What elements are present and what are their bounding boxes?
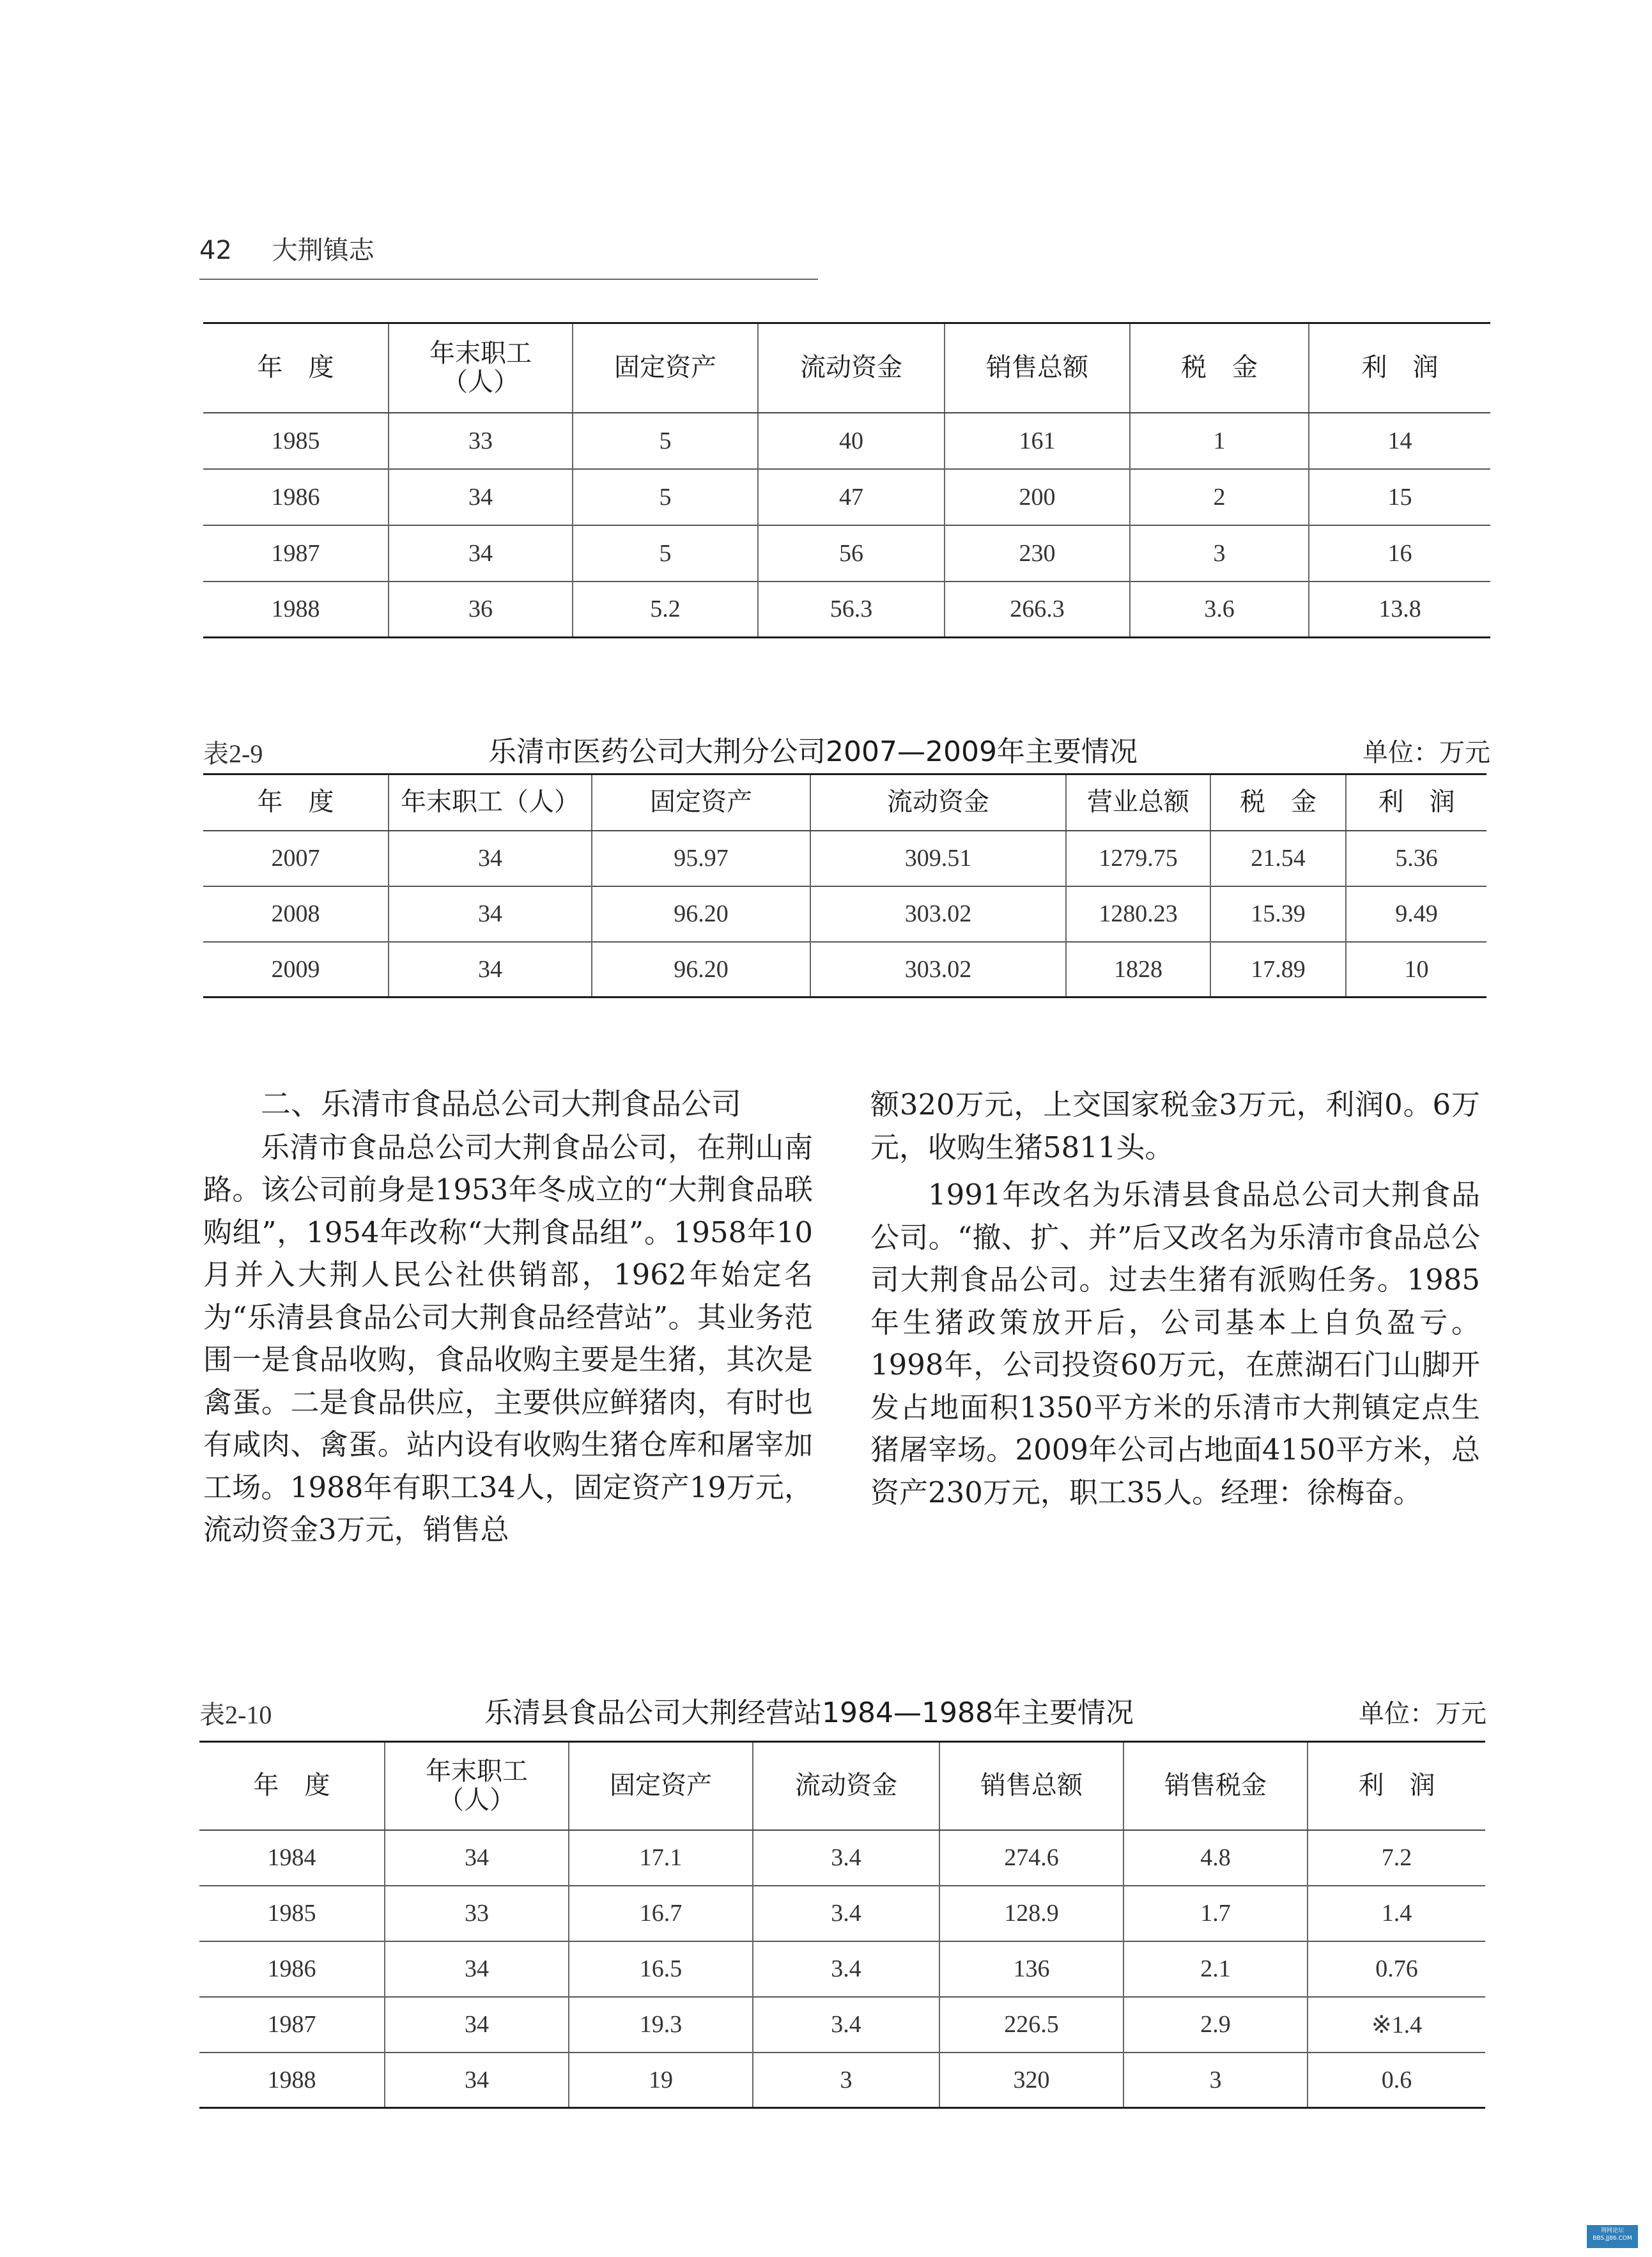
- table-cell: 19: [569, 2053, 753, 2108]
- table-cell: 1986: [199, 1941, 385, 1997]
- column-header: 固定资产: [569, 1742, 753, 1830]
- column-header: 税 金: [1130, 323, 1309, 413]
- table-cell: 16.5: [569, 1941, 753, 1997]
- table-cell: 2: [1130, 469, 1309, 525]
- table-cell: 34: [389, 831, 592, 886]
- header-rule: [199, 279, 818, 280]
- table-title: 乐清县食品公司大荆经营站1984—1988年主要情况: [484, 1697, 1134, 1729]
- table-cell: 230: [945, 525, 1130, 582]
- column-header: 营业总额: [1066, 774, 1210, 831]
- table-cell: 34: [389, 886, 592, 942]
- column-header: 年 度: [199, 1742, 385, 1830]
- table-cell: 1986: [203, 469, 389, 525]
- column-header: 销售税金: [1123, 1742, 1308, 1830]
- table-cell: 15: [1309, 469, 1490, 525]
- table-cell: 200: [945, 469, 1130, 525]
- paragraph-continuation: 额320万元，上交国家税金3万元，利润0。6万元，收购生猪5811头。: [870, 1088, 1480, 1164]
- table-cell: 1279.75: [1066, 831, 1210, 886]
- table-cell: 303.02: [810, 886, 1066, 942]
- table-number: 表2-10: [199, 1700, 272, 1729]
- table-cell: 16.7: [569, 1886, 753, 1941]
- table-cell: 309.51: [810, 831, 1066, 886]
- table-header-row: [199, 1742, 1485, 1830]
- column-header: 利 润: [1346, 774, 1486, 831]
- table-cell: 2.1: [1123, 1941, 1308, 1997]
- table-row: [203, 469, 1490, 525]
- column-header: 年 度: [203, 323, 389, 413]
- table-row: [203, 886, 1486, 942]
- table-row: [199, 1941, 1485, 1997]
- page-number: 42: [199, 236, 232, 265]
- paragraph: 乐清市食品总公司大荆食品公司，在荆山南路。该公司前身是1953年冬成立的“大荆食品联购组”，1954年改称“大荆食品组”。1958年10月并入大荆人民公社供销部，1962年始定名为“乐清县食品公司大荆食品经营站”。其业务范围一是食品收购，食品收购主要是生猪，其次是禽蛋。二是食品供应，主要供应鲜猪肉，有时也有咸肉、禽蛋。站内设有收购生猪仓库和屠宰加工场。1988年有职工34人，固定资产19万元，流动资金3万元，销售总: [203, 1130, 813, 1546]
- table-cell: 1984: [267, 1844, 316, 1871]
- table-cell: 7.2: [1308, 1830, 1485, 1886]
- table-2-10-caption: [199, 1687, 1486, 1732]
- book-title: 大荆镇志: [272, 236, 374, 265]
- column-header: 销售总额: [945, 323, 1130, 413]
- table-cell: 3.4: [753, 1941, 939, 1997]
- left-column: [203, 1084, 813, 1552]
- table-cell: 128.9: [939, 1886, 1123, 1941]
- table-cell: 3.4: [753, 1830, 939, 1886]
- table-cell: 96.20: [592, 886, 810, 942]
- table-row: [199, 1997, 1485, 2053]
- table-cell: 1987: [199, 1997, 385, 2053]
- table-cell: 15.39: [1210, 886, 1346, 942]
- column-header: 流动资金: [810, 774, 1066, 831]
- table-cell: 95.97: [592, 831, 810, 886]
- table-cell: 3.6: [1130, 582, 1309, 638]
- table-row: [203, 582, 1490, 638]
- table-row: [203, 942, 1486, 998]
- table-unit: 单位：万元: [1359, 1699, 1486, 1729]
- table-cell: 34: [389, 525, 573, 582]
- paragraph: 1991年改名为乐清县食品总公司大荆食品公司。“撤、扩、并”后又改名为乐清市食品总公司大荆食品公司。过去生猪有派购任务。1985年生猪政策放开后，公司基本上自负盈亏。1998年，公司投资60万元，在蔗湖石门山脚开发占地面积1350平方米的乐清市大荆镇定点生猪屠宰场。2009年公司占地面4150平方米，总资产230万元，职工35人。经理：徐梅奋。: [870, 1178, 1480, 1509]
- table-2-10: [199, 1741, 1485, 2109]
- table-cell: 1.7: [1123, 1886, 1308, 1941]
- table-cell: 136: [939, 1941, 1123, 1997]
- table-cell: 2009: [203, 942, 389, 998]
- running-header: [199, 230, 374, 266]
- table-cell: 3.4: [753, 1886, 939, 1941]
- table-cell: 0.6: [1308, 2053, 1485, 2108]
- column-header: 年末职工 （人）: [389, 323, 573, 413]
- column-header: 固定资产: [592, 774, 810, 831]
- table-cell: 1828: [1066, 942, 1210, 998]
- column-header: 流动资金: [753, 1742, 939, 1830]
- table-cell: 34: [385, 1941, 569, 1997]
- table-cell: 2008: [203, 886, 389, 942]
- table-cell: 0.76: [1308, 1941, 1485, 1997]
- table-cell: 21.54: [1210, 831, 1346, 886]
- table-cell: 56.3: [758, 582, 945, 638]
- table-cell: 161: [945, 413, 1130, 469]
- table-cell: 10: [1346, 942, 1486, 998]
- table-row: [199, 2053, 1485, 2108]
- column-header: 年末职工（人）: [389, 774, 592, 831]
- table-cell: 40: [758, 413, 945, 469]
- table-cell: 9.49: [1346, 886, 1486, 942]
- table-row: [199, 1886, 1485, 1941]
- watermark-logo: 荆网论坛 BBS.JJ86.COM: [1587, 2225, 1638, 2248]
- table-cell: 5: [573, 469, 758, 525]
- table-cell: 1.4: [1308, 1886, 1485, 1941]
- table-cell: 1985: [199, 1886, 385, 1941]
- column-header: 税 金: [1210, 774, 1346, 831]
- table-cell: 5: [573, 525, 758, 582]
- table-row: [203, 413, 1490, 469]
- table-cell: 36: [389, 582, 573, 638]
- table-cell: ※1.4: [1308, 1997, 1485, 2053]
- table-cell: 3.4: [753, 1997, 939, 2053]
- table-cell: 1988: [199, 2053, 385, 2108]
- table-cell: 14: [1309, 413, 1490, 469]
- table-cell: 266.3: [945, 582, 1130, 638]
- table-cell: 47: [758, 469, 945, 525]
- table-row: [199, 1830, 1485, 1886]
- column-header: 固定资产: [573, 323, 758, 413]
- table-cell: 274.6: [939, 1830, 1123, 1886]
- table-cell: 16: [1309, 525, 1490, 582]
- table-cell: 2007: [271, 845, 320, 872]
- column-header: 利 润: [1309, 323, 1490, 413]
- table-cell: 17.89: [1210, 942, 1346, 998]
- table-title: 乐清市医药公司大荆分公司2007—2009年主要情况: [488, 736, 1138, 768]
- table-row: [203, 831, 1486, 886]
- table-header-row: [203, 774, 1486, 831]
- table-2-9: [203, 773, 1486, 998]
- table-cell: 1: [1130, 413, 1309, 469]
- column-header: 销售总额: [939, 1742, 1123, 1830]
- table-cell: 56: [758, 525, 945, 582]
- table-cell: 5.36: [1346, 831, 1486, 886]
- table-cell: 2.9: [1123, 1997, 1308, 2053]
- table-cell: 33: [385, 1886, 569, 1941]
- table-cell: 3: [1130, 525, 1309, 582]
- table-unit: 单位：万元: [1363, 738, 1490, 767]
- table-cell: 33: [389, 413, 573, 469]
- table-cell: 3: [753, 2053, 939, 2108]
- table-cell: 17.1: [569, 1830, 753, 1886]
- table-cell: 34: [385, 1997, 569, 2053]
- table-2-9-caption: [203, 726, 1490, 771]
- table-cell: 5: [573, 413, 758, 469]
- table-cell: 19.3: [569, 1997, 753, 2053]
- table-cell: 3: [1123, 2053, 1308, 2108]
- table-cell: 5.2: [573, 582, 758, 638]
- table-number: 表2-9: [203, 739, 263, 768]
- table-cell: 34: [389, 469, 573, 525]
- column-header: 年末职工 （人）: [385, 1742, 569, 1830]
- table-header-row: [203, 323, 1490, 413]
- table-cell: 303.02: [810, 942, 1066, 998]
- table-cell: 96.20: [592, 942, 810, 998]
- table-cell: 226.5: [939, 1997, 1123, 2053]
- column-header: 流动资金: [758, 323, 945, 413]
- table-cell: 13.8: [1309, 582, 1490, 638]
- section-heading: 二、乐清市食品总公司大荆食品公司: [261, 1087, 741, 1122]
- table-cell: 4.8: [1123, 1830, 1308, 1886]
- table-cell: 34: [385, 1830, 569, 1886]
- right-column: [870, 1084, 1480, 1514]
- table-cell: 1985: [271, 427, 320, 454]
- column-header: 年 度: [203, 774, 389, 831]
- table-cell: 1987: [203, 525, 389, 582]
- table-cell: 34: [389, 942, 592, 998]
- table-continued: [203, 322, 1490, 638]
- table-cell: 34: [385, 2053, 569, 2108]
- table-cell: 1988: [203, 582, 389, 638]
- table-cell: 320: [939, 2053, 1123, 2108]
- table-cell: 1280.23: [1066, 886, 1210, 942]
- table-row: [203, 525, 1490, 582]
- column-header: 利 润: [1308, 1742, 1485, 1830]
